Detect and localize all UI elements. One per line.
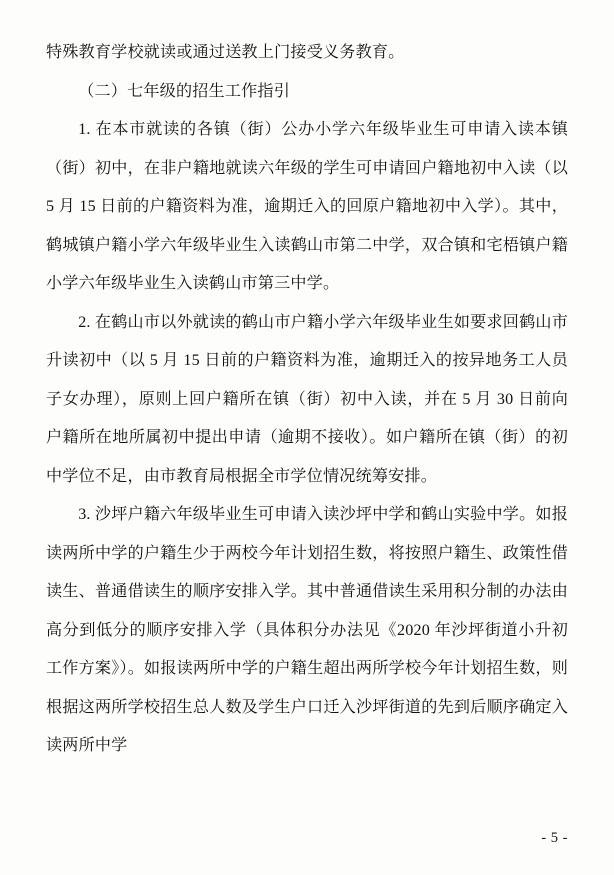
paragraph-item-2: 2. 在鹤山市以外就读的鹤山市户籍小学六年级毕业生如要求回鹤山市升读初中（以 5 月 15 日前的户籍资料为准，逾期迁入的按异地务工人员子女办理），原则上回户籍所在镇（街）初中入读，并在 5 月 30 日前向户籍所在地所属初中提出申请（逾期不接收）。如户籍所在镇（街）的初中学位不足，由市教育局根据全市学位情况统筹安排。 <box>46 313 568 485</box>
document-body <box>46 34 568 766</box>
paragraph-section-heading: （二）七年级的招生工作指引 <box>78 82 291 100</box>
paragraph-continued: 特殊教育学校就读或通过送教上门接受义务教育。 <box>46 44 405 61</box>
paragraph-item-3: 3. 沙坪户籍六年级毕业生可申请入读沙坪中学和鹤山实验中学。如报读两所中学的户籍生少于两校今年计划招生数，将按照户籍生、政策性借读生、普通借读生的顺序安排入学。其中普通借读生采用积分制的办法由高分到低分的顺序安排入学（具体积分办法见《2020 年沙坪街道小升初工作方案》）。如报读两所中学的户籍生超出两所学校今年计划招生数，则根据这两所学校招生总人数及学生户口迁入沙坪街道的先到后顺序确定入读两所中学 <box>46 506 568 754</box>
page-number: - 5 - <box>541 830 568 846</box>
paragraph-item-1: 1. 在本市就读的各镇（街）公办小学六年级毕业生可申请入读本镇（街）初中，在非户籍地就读六年级的学生可申请回户籍地初中入读（以 5 月 15 日前的户籍资料为准，逾期迁入的回原户籍地初中入学）。其中，鹤城镇户籍小学六年级毕业生入读鹤山市第二中学，双合镇和宅梧镇户籍小学六年级毕业生入读鹤山市第三中学。 <box>46 121 568 292</box>
